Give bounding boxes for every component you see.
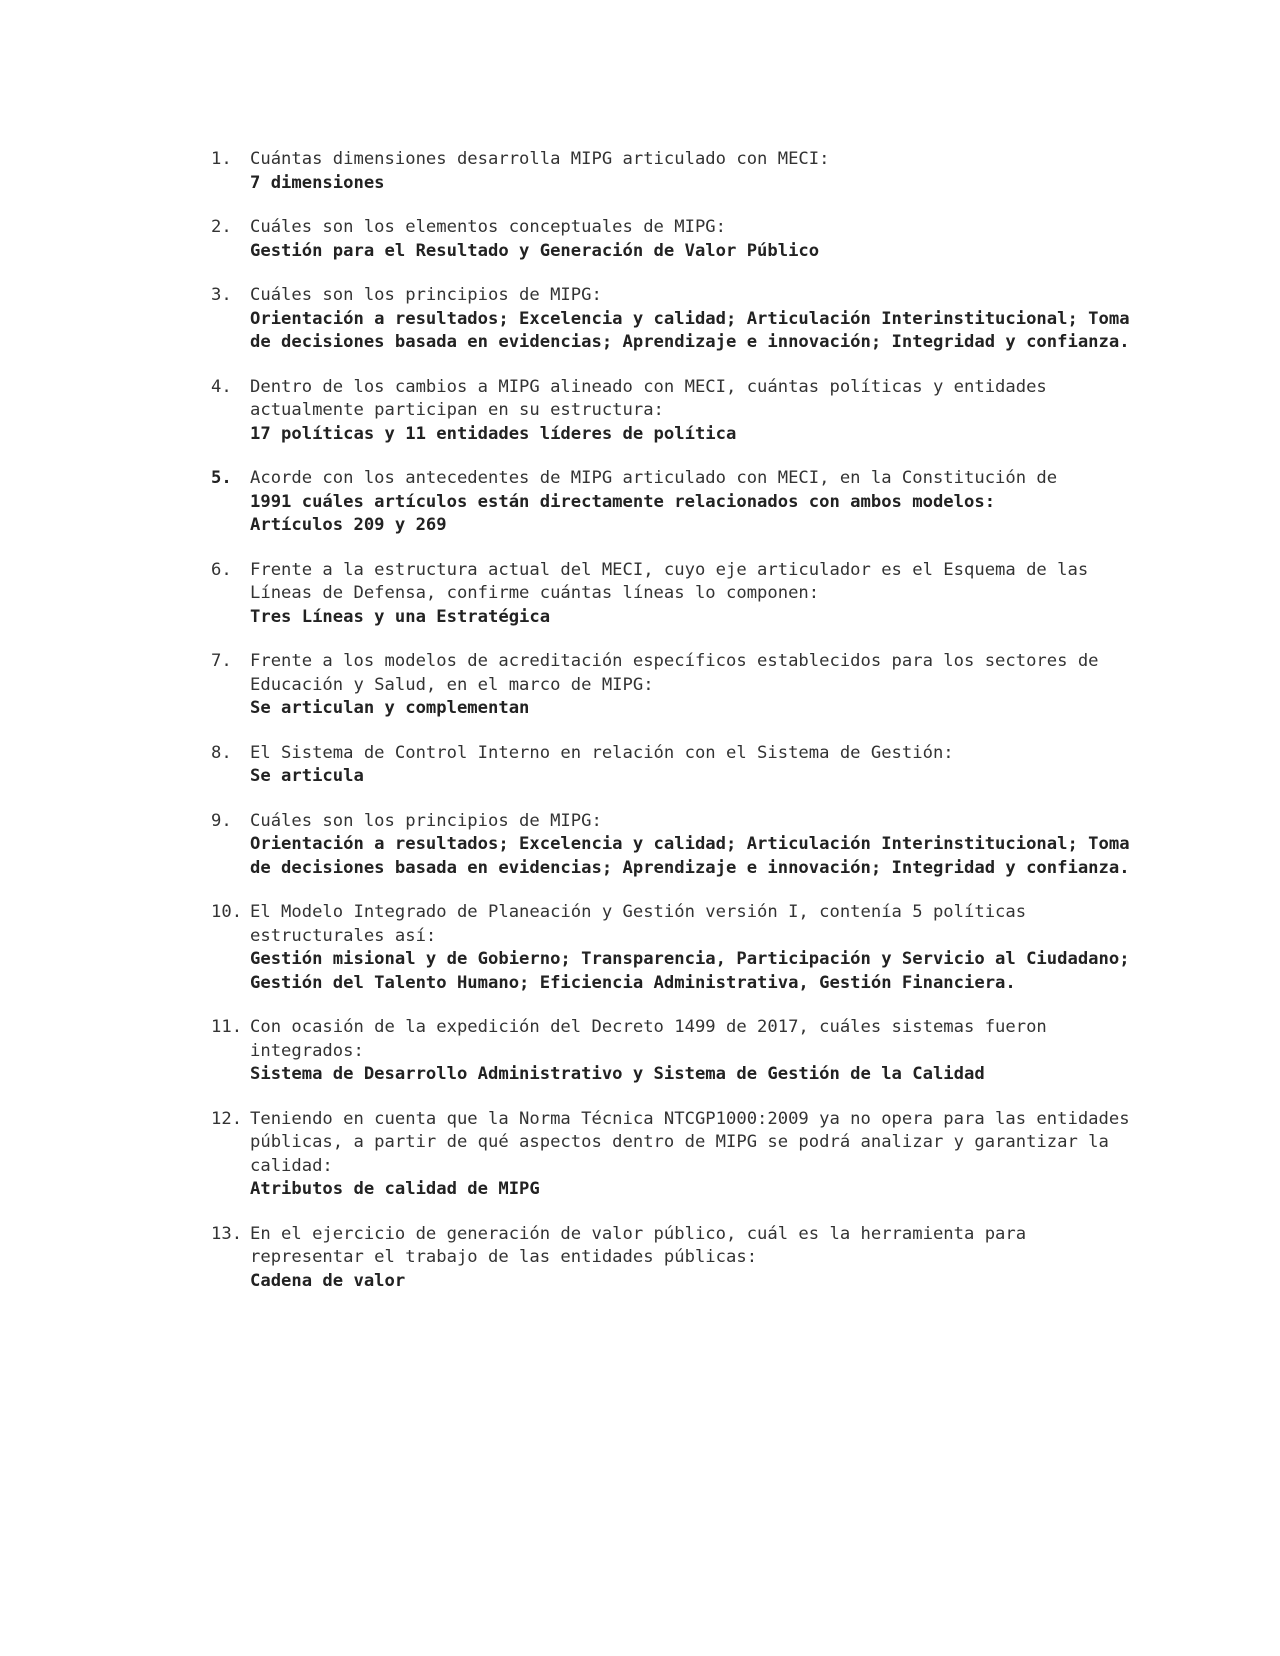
item-number: 4. bbox=[211, 376, 232, 397]
item-number: 9. bbox=[211, 810, 232, 831]
answer-text: Orientación a resultados; Excelencia y calidad; Articulación Interinstitucional; Toma de decisiones basada en evidencias; Aprendizaje e innovación; Integridad y confianza. bbox=[250, 308, 1130, 352]
question-text: En el ejercicio de generación de valor público, cuál es la herramienta para representar el trabajo de las entidades públicas: bbox=[250, 1223, 1027, 1267]
answer-text: Sistema de Desarrollo Administrativo y Sistema de Gestión de la Calidad bbox=[250, 1064, 985, 1084]
question-text: Frente a la estructura actual del MECI, cuyo eje articulador es el Esquema de las Líneas de Defensa, confirme cuántas líneas lo componen: bbox=[250, 559, 1089, 603]
list-item-9 bbox=[211, 810, 1131, 881]
item-number: 8. bbox=[211, 742, 232, 763]
item-number: 6. bbox=[211, 559, 232, 580]
list-item-2 bbox=[211, 216, 1131, 263]
answer-text: Gestión para el Resultado y Generación de Valor Público bbox=[250, 240, 820, 261]
answer-text: Tres Líneas y una Estratégica bbox=[250, 606, 551, 627]
question-text: Cuántas dimensiones desarrolla MIPG articulado con MECI: bbox=[250, 149, 830, 169]
answer-text: Se articula bbox=[250, 766, 364, 786]
question-text: Frente a los modelos de acreditación específicos establecidos para los sectores de Educación y Salud, en el marco de MIPG: bbox=[250, 651, 1099, 695]
question-text: Teniendo en cuenta que la Norma Técnica NTCGP1000:2009 ya no opera para las entidades públicas, a partir de qué aspectos dentro de MIPG se podrá analizar y garantizar la calidad: bbox=[250, 1108, 1130, 1176]
list-item-11 bbox=[211, 1016, 1131, 1087]
list-item-12 bbox=[211, 1108, 1131, 1202]
item-number: 1. bbox=[211, 149, 232, 169]
answer-text: Orientación a resultados; Excelencia y calidad; Articulación Interinstitucional; Toma de decisiones basada en evidencias; Aprendizaje e innovación; Integridad y confianza. bbox=[250, 834, 1130, 878]
question-text: Cuáles son los elementos conceptuales de MIPG: bbox=[250, 217, 726, 237]
list-item-1 bbox=[211, 148, 1131, 195]
question-text-line-2: 1991 cuáles artículos están directamente relacionados con ambos modelos: bbox=[250, 491, 996, 512]
question-answer-list bbox=[211, 148, 1131, 1314]
item-number: 2. bbox=[211, 217, 232, 237]
question-text: Cuáles son los principios de MIPG: bbox=[250, 285, 602, 305]
list-item-13 bbox=[211, 1223, 1131, 1294]
question-text: Cuáles son los principios de MIPG: bbox=[250, 810, 602, 831]
item-number: 13. bbox=[211, 1223, 243, 1244]
list-item-7 bbox=[211, 650, 1131, 721]
list-item-5 bbox=[211, 467, 1131, 538]
question-text: Con ocasión de la expedición del Decreto 1499 de 2017, cuáles sistemas fueron integrados: bbox=[250, 1017, 1047, 1061]
item-number: 7. bbox=[211, 651, 232, 671]
answer-text: Atributos de calidad de MIPG bbox=[250, 1179, 540, 1199]
answer-text: 17 políticas y 11 entidades líderes de política bbox=[250, 423, 737, 444]
question-text: El Sistema de Control Interno en relación con el Sistema de Gestión: bbox=[250, 742, 954, 763]
list-item-3 bbox=[211, 284, 1131, 355]
item-number: 11. bbox=[211, 1017, 243, 1037]
item-number: 12. bbox=[211, 1108, 243, 1129]
question-text: Dentro de los cambios a MIPG alineado con MECI, cuántas políticas y entidades actualmente participan en su estructura: bbox=[250, 376, 1047, 420]
item-number: 3. bbox=[211, 285, 232, 305]
answer-text: Cadena de valor bbox=[250, 1270, 406, 1291]
question-text: El Modelo Integrado de Planeación y Gestión versión I, contenía 5 políticas estructurales así: bbox=[250, 902, 1027, 946]
answer-text: Gestión misional y de Gobierno; Transparencia, Participación y Servicio al Ciudadano; Gestión del Talento Humano; Eficiencia Administrativa, Gestión Financiera. bbox=[250, 949, 1130, 993]
list-item-10 bbox=[211, 901, 1131, 995]
question-text-line-1: Acorde con los antecedentes de MIPG articulado con MECI, en la Constitución de bbox=[250, 468, 1058, 488]
answer-text: Se articulan y complementan bbox=[250, 698, 530, 718]
list-item-6 bbox=[211, 559, 1131, 630]
item-number: 5. bbox=[211, 468, 232, 488]
list-item-8 bbox=[211, 742, 1131, 789]
list-item-4 bbox=[211, 376, 1131, 447]
answer-text: 7 dimensiones bbox=[250, 172, 385, 193]
answer-text: Artículos 209 y 269 bbox=[250, 515, 447, 535]
item-number: 10. bbox=[211, 902, 243, 922]
